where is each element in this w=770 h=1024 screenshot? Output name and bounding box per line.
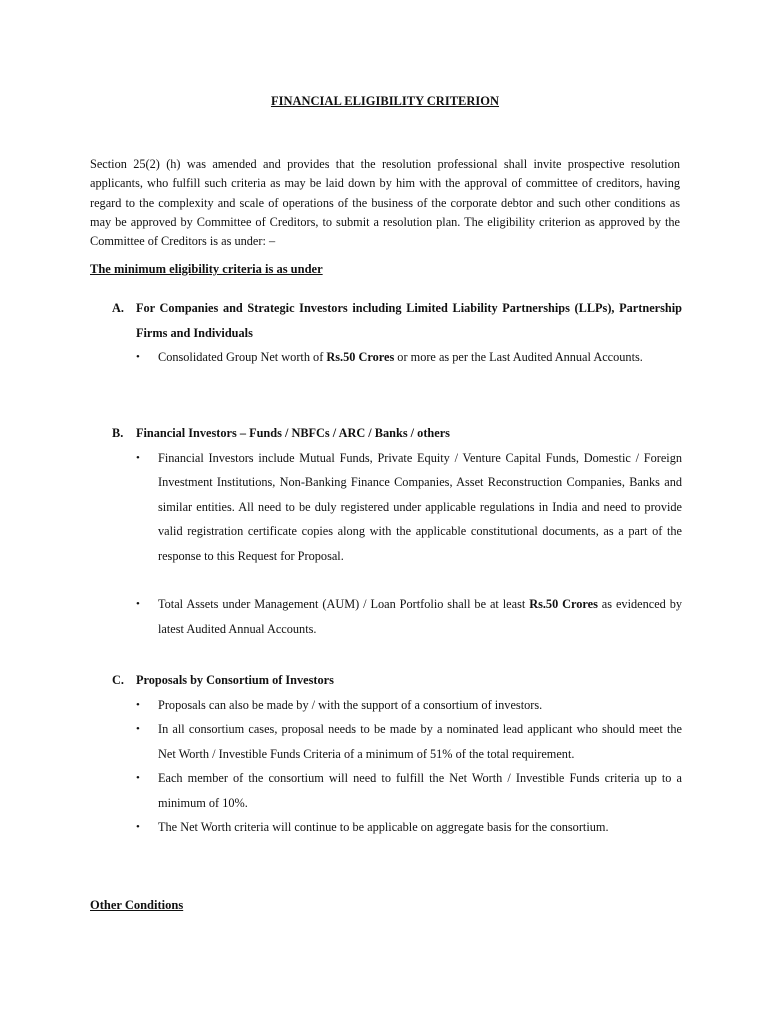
section-c-bullet-2-text: In all consortium cases, proposal needs to be made by a nominated lead applicant who should meet the Net Worth / Investible Funds Criteria of a minimum of 51% of the total requirement.: [158, 722, 682, 761]
intro-paragraph: Section 25(2) (h) was amended and provides that the resolution professional shall invite prospective resolution applicants, who fulfill such criteria as may be laid down by him with the approval of committee of creditors, having regard to the complexity and scale of operations of the business of the corporate debtor and such other conditions as may be approved by Committee of Creditors, to submit a resolution plan. The eligibility criterion as approved by the Committee of Creditors is as under: –: [90, 157, 680, 249]
section-c-bullet-3: [112, 766, 682, 815]
section-b-heading: [112, 421, 682, 446]
bullet-icon: •: [136, 772, 140, 784]
section-a-bullet-1-pre: Consolidated Group Net worth of: [158, 350, 327, 364]
section-c-letter: C.: [112, 673, 124, 687]
bullet-icon: •: [136, 351, 140, 363]
section-a-bullet-1: [112, 345, 682, 370]
section-b-bullet-2: [112, 592, 682, 641]
section-b-bullet-2-pre: Total Assets under Management (AUM) / Loan Portfolio shall be at least: [158, 597, 530, 611]
document-title: FINANCIAL ELIGIBILITY CRITERION: [270, 94, 500, 108]
bullet-icon: •: [136, 821, 140, 833]
section-a-bullet-1-amount: Rs.50 Crores: [326, 350, 395, 364]
section-c-bullet-4-text: The Net Worth criteria will continue to be applicable on aggregate basis for the consortium.: [158, 820, 609, 834]
bullet-icon: •: [136, 451, 140, 464]
bullet-icon: •: [136, 598, 140, 610]
minimum-criteria-heading: The minimum eligibility criteria is as under: [90, 262, 323, 276]
section-b-title: Financial Investors – Funds / NBFCs / ARC / Banks / others: [136, 426, 450, 440]
section-c: [112, 668, 682, 840]
section-a-bullet-1-post: or more as per the Last Audited Annual Accounts.: [394, 350, 643, 364]
section-c-bullet-1: [112, 693, 682, 718]
other-conditions-heading: Other Conditions: [90, 898, 184, 912]
section-b: [112, 421, 682, 641]
section-c-bullet-3-text: Each member of the consortium will need to fulfill the Net Worth / Investible Funds criteria up to a minimum of 10%.: [158, 771, 682, 810]
section-a-heading: [112, 296, 682, 345]
section-c-bullets: [112, 693, 682, 840]
section-c-bullet-4: [112, 815, 682, 840]
section-c-bullet-2: [112, 717, 682, 766]
bullet-icon: •: [136, 723, 140, 735]
section-a-bullets: [112, 345, 682, 370]
section-a-letter: A.: [112, 301, 124, 315]
section-b-bullet-1: [112, 446, 682, 569]
section-b-bullets: [112, 446, 682, 642]
section-a-title: For Companies and Strategic Investors including Limited Liability Partnerships (LLPs), Partnership Firms and Individuals: [136, 301, 682, 340]
section-c-bullet-1-text: Proposals can also be made by / with the support of a consortium of investors.: [158, 697, 543, 712]
section-c-heading: [112, 668, 682, 693]
section-b-bullet-2-post: as evidenced by latest Audited Annual Accounts.: [158, 597, 683, 636]
section-b-letter: B.: [112, 426, 124, 440]
section-c-title: Proposals by Consortium of Investors: [136, 673, 334, 687]
section-b-bullet-2-amount: Rs.50 Crores: [529, 597, 598, 611]
section-b-bullet-1-text: Financial Investors include Mutual Funds, Private Equity / Venture Capital Funds, Domestic / Foreign Investment Institutions, Non-Banking Finance Companies, Asset Reconstruction Companies, Banks and similar entities. All need to be duly registered under applicable regulations in India and need to provide valid registration certificate copies along with the applicable constitutional documents, as a part of the response to this Request for Proposal.: [158, 450, 682, 563]
section-a: [112, 296, 682, 370]
bullet-icon: •: [136, 698, 140, 711]
